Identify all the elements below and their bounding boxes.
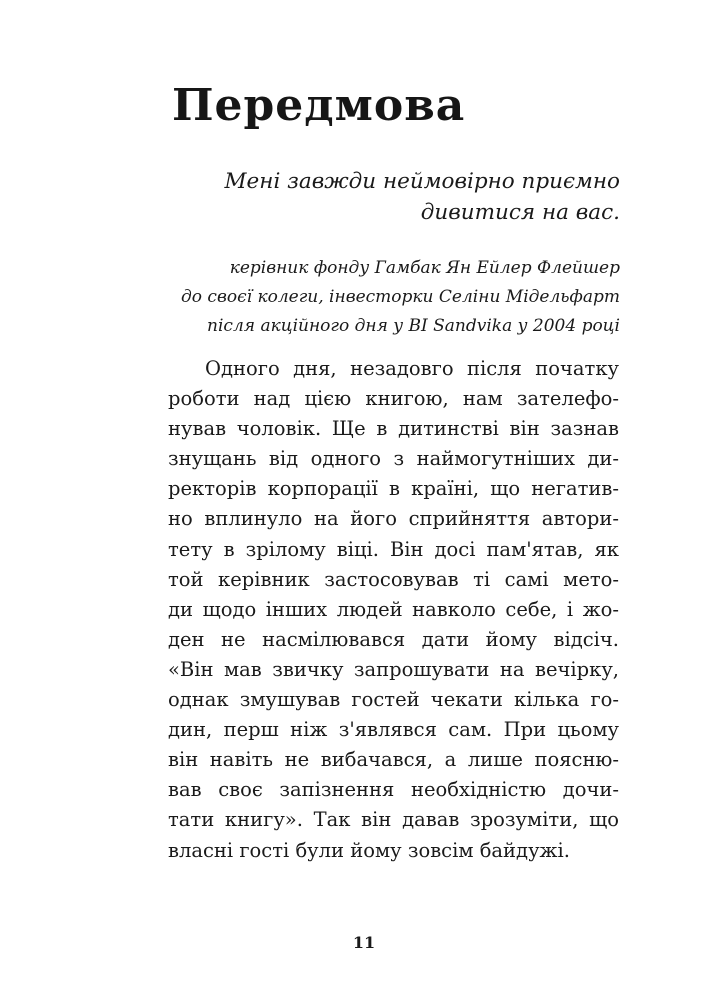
body-line: ден не насмілювався дати йому відсіч. — [168, 627, 619, 651]
body-paragraph — [168, 354, 619, 866]
body-line: нував чоловік. Ще в дитинстві він зазнав — [168, 417, 619, 441]
body-line: власні гості були йому зовсім байдужі. — [168, 838, 570, 862]
epigraph-attribution-line: керівник фонду Гамбак Ян Ейлер Флейшер — [229, 258, 620, 278]
epigraph-attribution-line: до своєї колеги, інвесторки Селіни Мідельфарт — [181, 287, 620, 307]
epigraph-quote-line: дивитися на вас. — [420, 200, 620, 225]
body-line: ди щодо інших людей навколо себе, і жо- — [168, 597, 619, 621]
page-number: 11 — [352, 933, 376, 952]
body-line: вав своє запізнення необхідністю дочи- — [168, 778, 619, 802]
body-line: дин, перш ніж з'являвся сам. При цьому — [168, 718, 619, 742]
body-line: він навіть не вибачався, а лише поясню- — [168, 748, 619, 772]
body-line: той керівник застосовував ті самі мето- — [168, 567, 619, 591]
epigraph-quote — [120, 166, 620, 228]
body-line: «Він мав звичку запрошувати на вечірку, — [168, 657, 619, 681]
chapter-title: Передмова — [172, 80, 466, 131]
body-line: Одного дня, незадовго після початку — [205, 357, 619, 380]
epigraph-quote-line: Мені завжди неймовірно приємно — [224, 169, 620, 194]
body-line: однак змушував гостей чекати кілька го- — [168, 688, 619, 712]
body-line: тету в зрілому віці. Він досі пам'ятав, як — [168, 537, 619, 561]
body-line: роботи над цією книгою, нам зателефо- — [168, 387, 619, 411]
body-line: но вплинуло на його сприйняття автори- — [168, 507, 619, 531]
body-line: тати книгу». Так він давав зрозуміти, що — [168, 808, 619, 832]
body-line: ректорів корпорації в країні, що негатив- — [168, 477, 619, 501]
epigraph-attribution — [120, 254, 620, 341]
epigraph-attribution-line: після акційного дня у BI Sandvika у 2004 році — [207, 316, 620, 336]
body-line: знущань від одного з наймогутніших ди- — [168, 447, 619, 471]
